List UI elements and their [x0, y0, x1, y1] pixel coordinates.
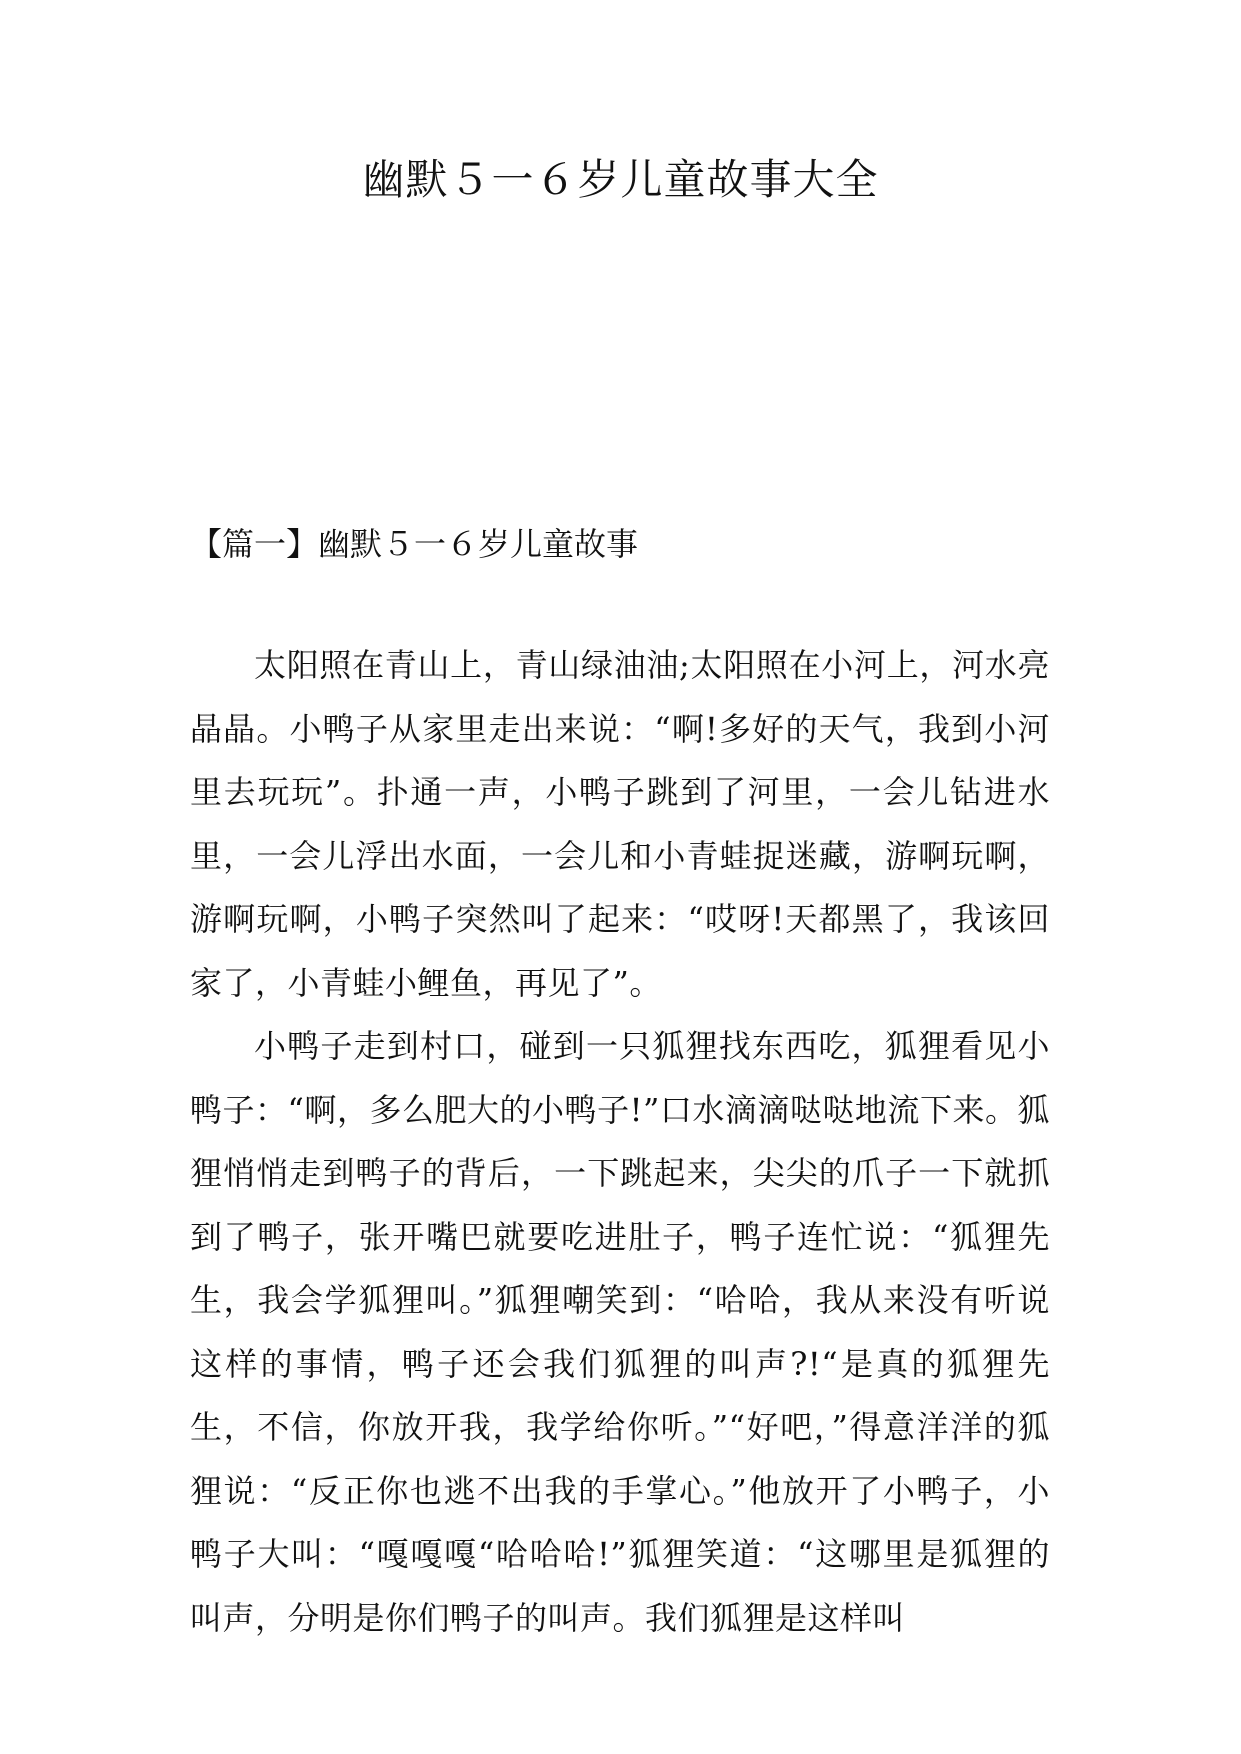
body-text — [190, 634, 1050, 1650]
paragraph-2: 小鸭子走到村口，碰到一只狐狸找东西吃，狐狸看见小鸭子：“啊，多么肥大的小鸭子!”口水滴滴哒哒地流下来。狐狸悄悄走到鸭子的背后，一下跳起来，尖尖的爪子一下就抓到了鸭子，张开嘴巴就要吃进肚子，鸭子连忙说：“狐狸先生，我会学狐狸叫。”狐狸嘲笑到：“哈哈，我从来没有听说这样的事情，鸭子还会我们狐狸的叫声?!“是真的狐狸先生，不信，你放开我，我学给你听。”“好吧，”得意洋洋的狐狸说：“反正你也逃不出我的手掌心。”他放开了小鸭子，小鸭子大叫：“嘎嘎嘎“哈哈哈!”狐狸笑道：“这哪里是狐狸的叫声，分明是你们鸭子的叫声。我们狐狸是这样叫 — [190, 1027, 1050, 1637]
section-heading: 【篇一】幽默５一６岁儿童故事 — [190, 525, 639, 563]
page-title: 幽默５一６岁儿童故事大全 — [362, 155, 879, 204]
paragraph-1: 太阳照在青山上，青山绿油油;太阳照在小河上，河水亮晶晶。小鸭子从家里走出来说：“啊!多好的天气，我到小河里去玩玩”。扑通一声，小鸭子跳到了河里，一会儿钻进水里，一会儿浮出水面，一会儿和小青蛙捉迷藏，游啊玩啊，游啊玩啊，小鸭子突然叫了起来：“哎呀!天都黑了，我该回家了，小青蛙小鲤鱼，再见了”。 — [190, 646, 1050, 1002]
